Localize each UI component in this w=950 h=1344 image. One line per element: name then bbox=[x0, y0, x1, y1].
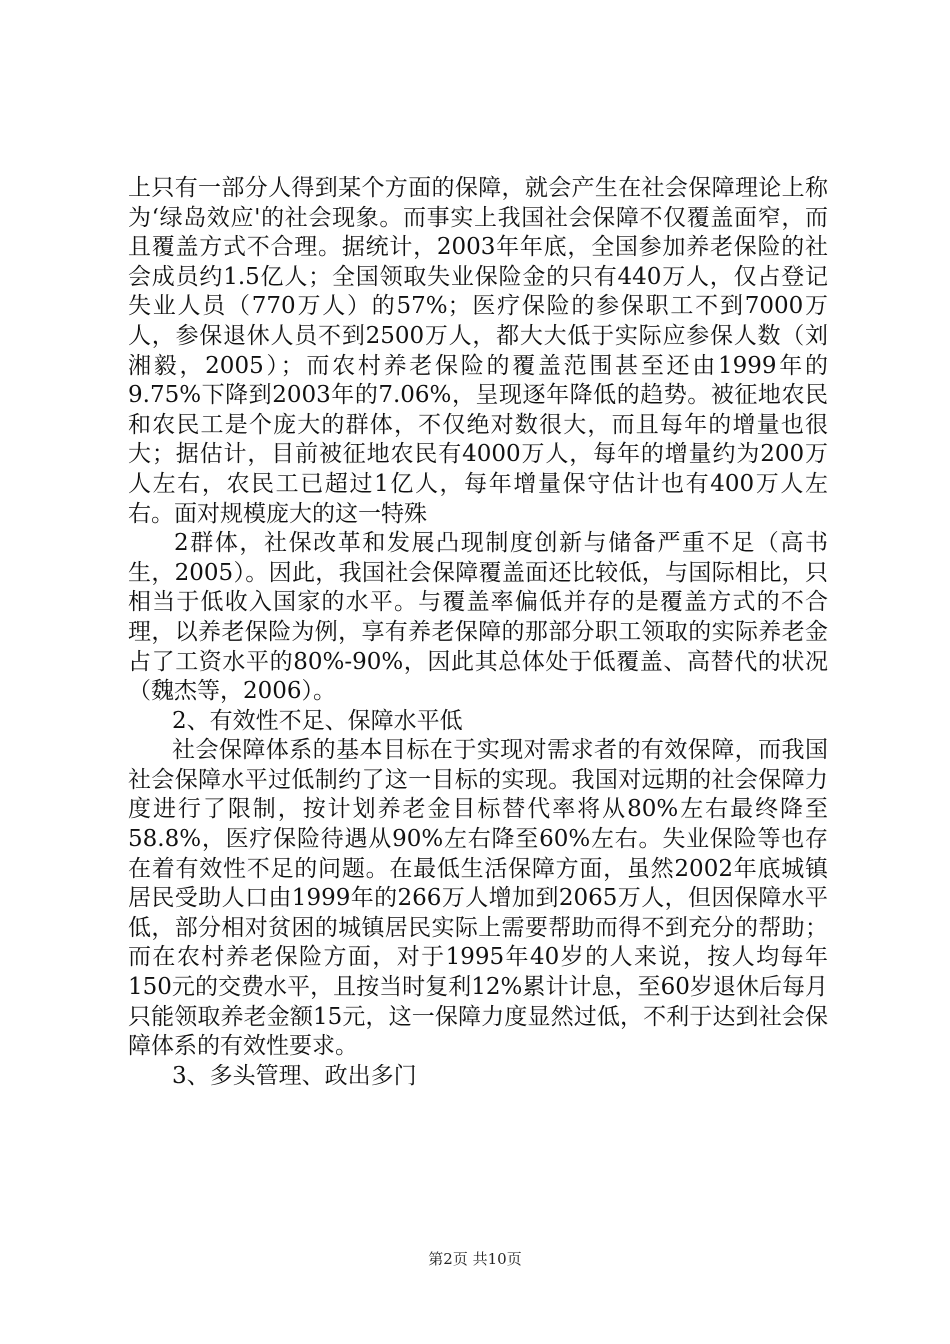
section-heading-effectiveness: 2、有效性不足、保障水平低 bbox=[172, 707, 463, 734]
paragraph-coverage-statistics: 上只有一部分人得到某个方面的保障，就会产生在社会保障理论上称为‘绿岛效应'的社会现象。而事实上我国社会保障不仅覆盖面窄，而且覆盖方式不合理。据统计，2003年年底，全国参加养老保险的社会成员约1.5亿人；全国领取失业保险金的只有440万人，仅占登记失业人员（770万人）的57%；医疗保险的参保职工不到7000万人，参保退休人员不到2500万人，都大大低于实际应参保人数（刘湘毅，2005）；而农村养老保险的覆盖范围甚至还由1999年的9.75%下降到2003年的7.06%，呈现逐年降低的趋势。被征地农民和农民工是个庞大的群体，不仅绝对数很大，而且每年的增量也很大；据估计，目前被征地农民有4000万人，每年的增量约为200万人左右，农民工已超过1亿人，每年增量保守估计也有400万人左右。面对规模庞大的这一特殊 bbox=[128, 175, 828, 527]
document-body bbox=[128, 174, 828, 1091]
section-heading-management: 3、多头管理、政出多门 bbox=[172, 1062, 417, 1089]
paragraph-coverage-structure: 2群体，社保改革和发展凸现制度创新与储备严重不足（高书生，2005）。因此，我国社会保障覆盖面还比较低，与国际相比，只相当于低收入国家的水平。与覆盖率偏低并存的是覆盖方式的不合理，以养老保险为例，享有养老保障的那部分职工领取的实际养老金占了工资水平的80%-90%，因此其总体处于低覆盖、高替代的状况（魏杰等，2006）。 bbox=[128, 530, 828, 705]
paragraph-effectiveness: 社会保障体系的基本目标在于实现对需求者的有效保障，而我国社会保障水平过低制约了这一目标的实现。我国对远期的社会保障力度进行了限制，按计划养老金目标替代率将从80%左右最终降至58.8%，医疗保险待遇从90%左右降至60%左右。失业保险等也存在着有效性不足的问题。在最低生活保障方面，虽然2002年底城镇居民受助人口由1999年的266万人增加到2065万人，但因保障水平低，部分相对贫困的城镇居民实际上需要帮助而得不到充分的帮助；而在农村养老保险方面，对于1995年40岁的人来说，按人均每年150元的交费水平，且按当时复利12%累计计息，至60岁退休后每月只能领取养老金额15元，这一保障力度显然过低，不利于达到社会保障体系的有效性要求。 bbox=[128, 737, 828, 1060]
page-footer: 第2页 共10页 bbox=[428, 1250, 522, 1268]
